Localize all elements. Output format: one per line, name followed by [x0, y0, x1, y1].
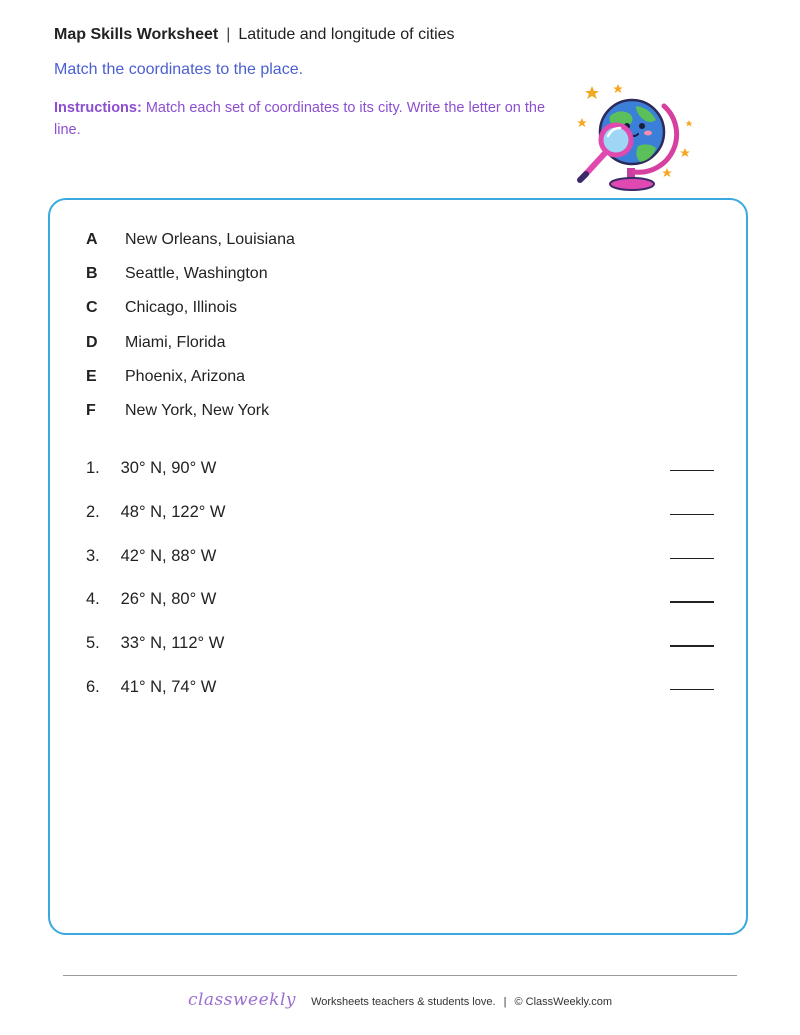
- city-letter: F: [86, 401, 96, 419]
- city-letter: C: [86, 299, 98, 317]
- footer-tagline: Worksheets teachers & students love.: [311, 996, 496, 1008]
- coordinate-text: 26° N, 80° W: [120, 590, 217, 609]
- list-item: [86, 459, 714, 503]
- answer-line[interactable]: [670, 558, 714, 559]
- brand-logo: classweekly: [187, 990, 296, 1010]
- city-letter: E: [86, 367, 97, 385]
- list-item: [86, 678, 714, 722]
- list-item: [86, 368, 295, 402]
- question-number: 2.: [86, 502, 100, 521]
- footer-divider: [63, 975, 737, 976]
- question-number: 3.: [86, 546, 100, 565]
- question-number: 6.: [86, 677, 100, 696]
- coordinate-text: 33° N, 112° W: [120, 634, 225, 653]
- city-name: Miami, Florida: [125, 333, 226, 351]
- coordinate-list: [86, 459, 714, 722]
- city-letter: D: [86, 333, 98, 351]
- question-number: 4.: [86, 590, 100, 609]
- footer: [0, 990, 800, 1010]
- coordinate-text: 42° N, 88° W: [120, 546, 217, 565]
- city-letter: A: [86, 231, 98, 248]
- city-name: New Orleans, Louisiana: [125, 231, 295, 248]
- city-name: Chicago, Illinois: [125, 299, 238, 317]
- city-list: [86, 231, 295, 436]
- globe-with-magnifier-icon: [572, 80, 696, 196]
- footer-separator: |: [503, 996, 507, 1008]
- answer-line[interactable]: [670, 470, 714, 471]
- header-separator: |: [226, 26, 231, 43]
- city-name: Seattle, Washington: [125, 265, 268, 283]
- list-item: [86, 590, 714, 634]
- city-name: Phoenix, Arizona: [125, 367, 246, 385]
- list-item: [86, 265, 295, 299]
- list-item: [86, 231, 295, 265]
- question-number: 5.: [86, 634, 100, 653]
- list-item: [86, 299, 295, 333]
- coordinate-text: 41° N, 74° W: [120, 677, 217, 696]
- list-item: [86, 503, 714, 547]
- answer-line[interactable]: [670, 689, 714, 690]
- answer-line[interactable]: [670, 645, 714, 646]
- coordinate-text: 48° N, 122° W: [120, 502, 226, 521]
- list-item: [86, 402, 295, 436]
- instructions-text: Match each set of coordinates to its city. Write the letter on the line.: [54, 100, 546, 138]
- worksheet-subtitle: Match the coordinates to the place.: [54, 61, 304, 78]
- worksheet-header: [54, 26, 455, 44]
- worksheet-topic: Latitude and longitude of cities: [238, 26, 455, 43]
- list-item: [86, 634, 714, 678]
- list-item: [86, 547, 714, 591]
- city-name: New York, New York: [125, 401, 270, 419]
- answer-line[interactable]: [670, 514, 714, 515]
- question-number: 1.: [86, 459, 100, 477]
- instructions-label: Instructions:: [54, 100, 142, 116]
- city-letter: B: [86, 265, 98, 283]
- coordinate-text: 30° N, 90° W: [120, 459, 217, 477]
- footer-copyright: © ClassWeekly.com: [514, 996, 613, 1008]
- list-item: [86, 334, 295, 368]
- worksheet-title: Map Skills Worksheet: [54, 26, 219, 43]
- answer-line[interactable]: [670, 601, 714, 602]
- instructions: [54, 97, 569, 141]
